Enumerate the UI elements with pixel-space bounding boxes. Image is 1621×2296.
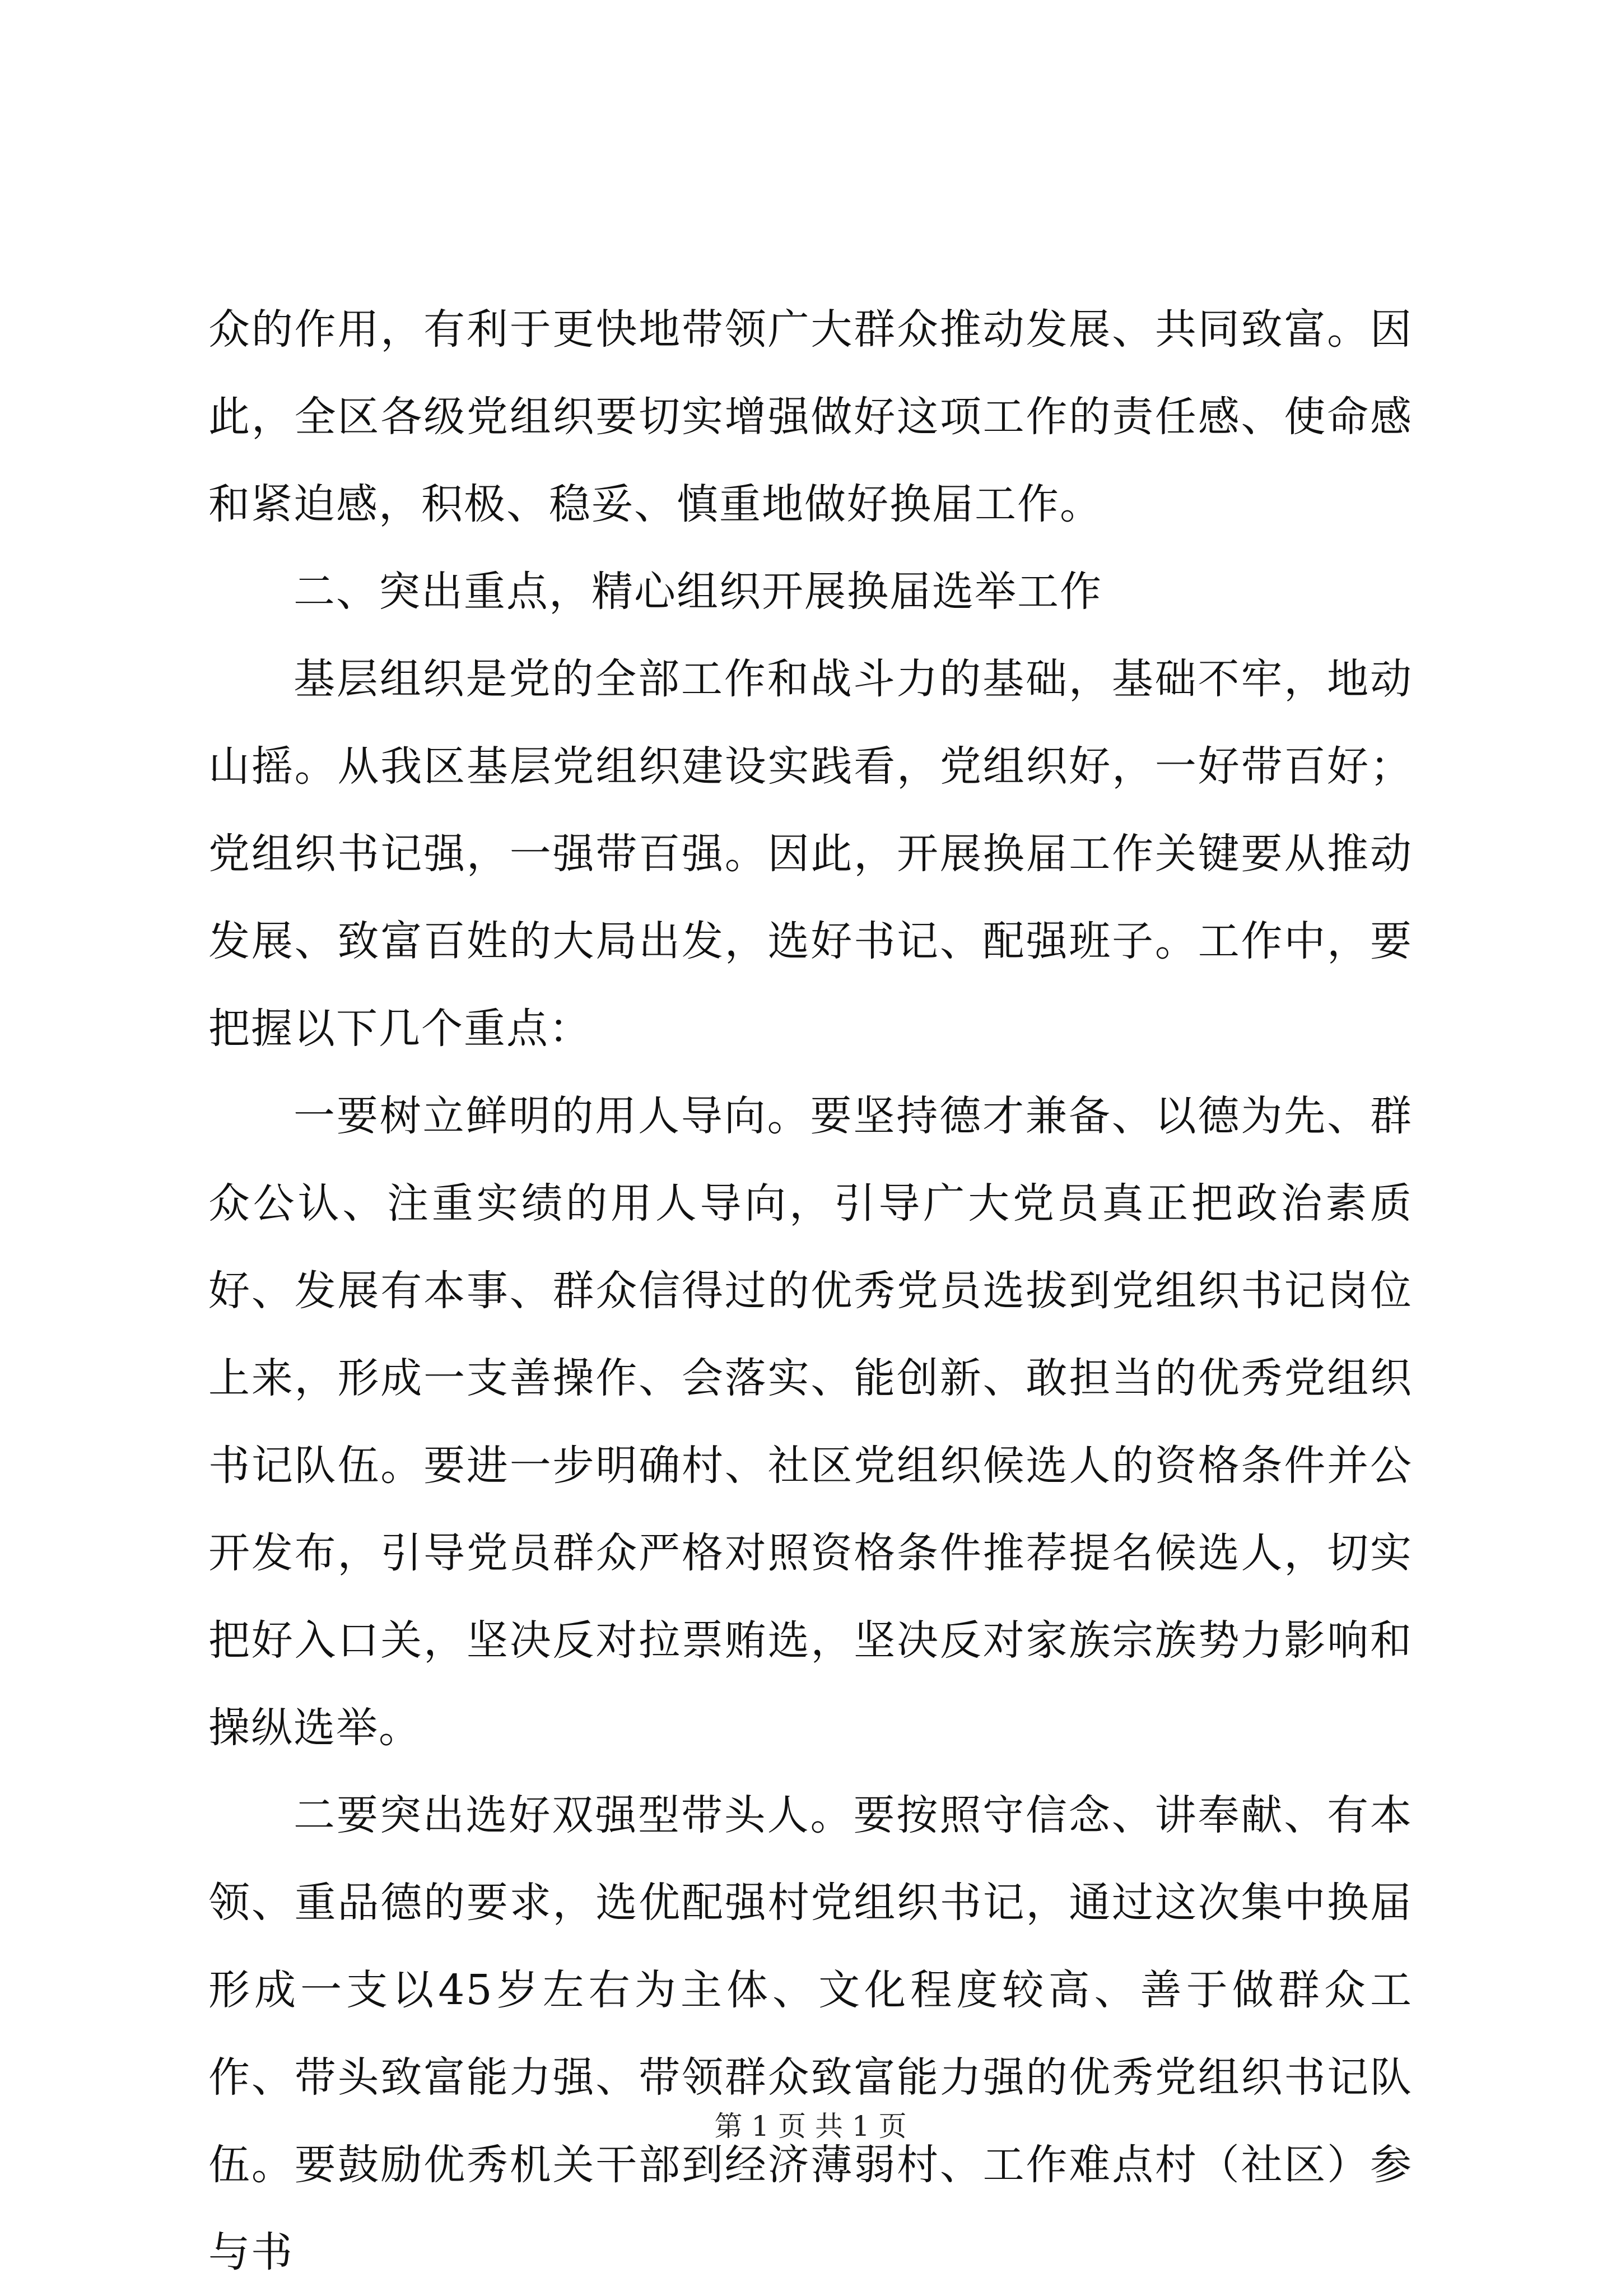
body-paragraph: 基层组织是党的全部工作和战斗力的基础，基础不牢，地动山摇。从我区基层党组织建设实践看，党组织好，一好带百好；党组织书记强，一强带百强。因此，开展换届工作关键要从推动发展、致富百姓的大局出发，选好书记、配强班子。工作中，要把握以下几个重点： xyxy=(208,655,1413,1053)
section-heading: 二、突出重点，精心组织开展换届选举工作 xyxy=(294,568,1102,616)
document-body xyxy=(208,286,1413,2296)
page-footer: 第 1 页 共 1 页 xyxy=(714,2110,907,2142)
body-paragraph: 众的作用，有利于更快地带领广大群众推动发展、共同致富。因此，全区各级党组织要切实增强做好这项工作的责任感、使命感和紧迫感，积极、稳妥、慎重地做好换届工作。 xyxy=(208,305,1413,528)
body-paragraph: 二要突出选好双强型带头人。要按照守信念、讲奉献、有本领、重品德的要求，选优配强村党组织书记，通过这次集中换届形成一支以45岁左右为主体、文化程度较高、善于做群众工作、带头致富能力强、带领群众致富能力强的优秀党组织书记队伍。要鼓励优秀机关干部到经济薄弱村、工作难点村（社区）参与书 xyxy=(208,1791,1413,2276)
body-paragraph: 一要树立鲜明的用人导向。要坚持德才兼备、以德为先、群众公认、注重实绩的用人导向，引导广大党员真正把政治素质好、发展有本事、群众信得过的优秀党员选拔到党组织书记岗位上来，形成一支善操作、会落实、能创新、敢担当的优秀党组织书记队伍。要进一步明确村、社区党组织候选人的资格条件并公开发布，引导党员群众严格对照资格条件推荐提名候选人，切实把好入口关，坚决反对拉票贿选，坚决反对家族宗族势力影响和操纵选举。 xyxy=(208,1092,1413,1752)
